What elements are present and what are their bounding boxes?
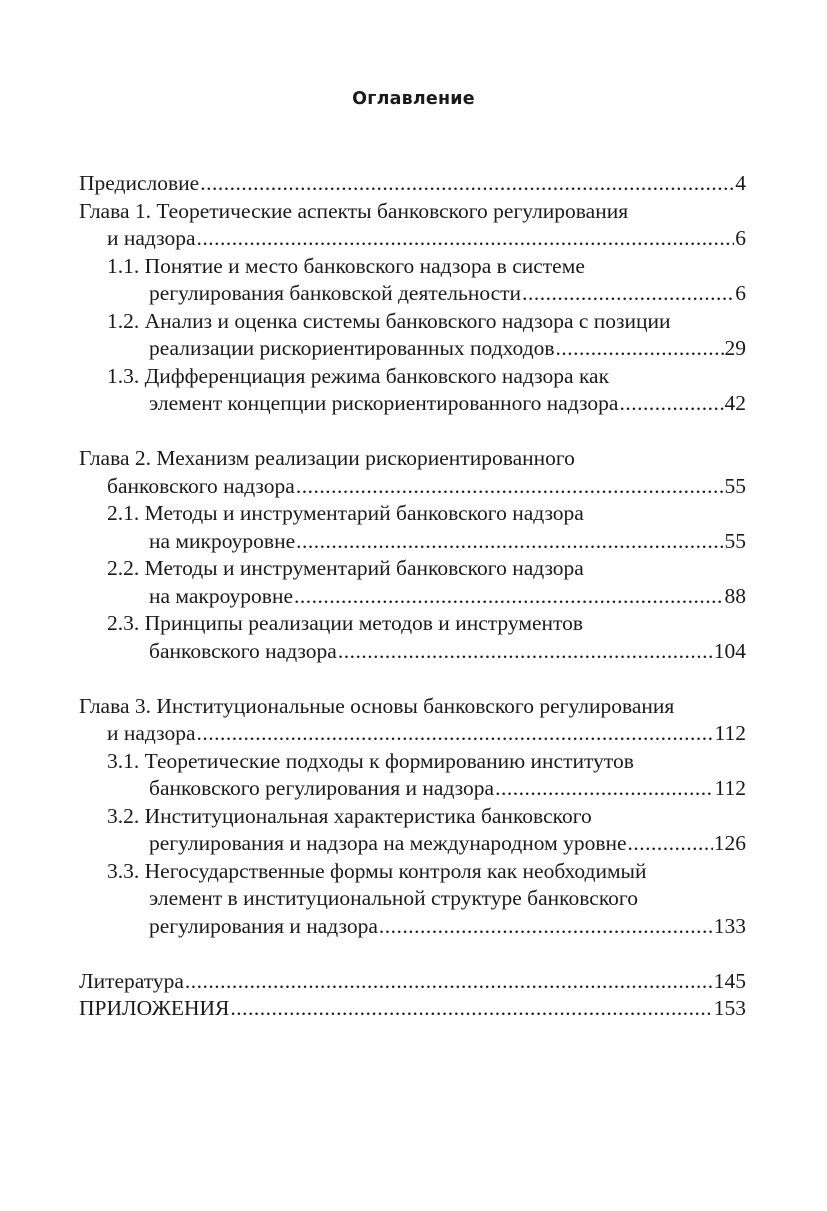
- page-number: 112: [714, 721, 746, 745]
- dot-leader: [185, 968, 713, 996]
- entry-title-continued: регулирования банковской деятельности: [149, 281, 522, 305]
- dot-leader: [230, 995, 712, 1023]
- page-number: 6: [735, 226, 746, 250]
- entry-title: 3.1. Теоретические подходы к формированию институтов: [107, 748, 634, 773]
- entry-title: Глава 2. Механизм реализации рискориентированного: [79, 446, 575, 470]
- toc-entry-section-2-3: [79, 610, 746, 665]
- page-number: 153: [713, 996, 746, 1020]
- entry-title: 2.1. Методы и инструментарий банковского надзора: [107, 501, 584, 525]
- toc-entry-section-1-1: [79, 253, 746, 308]
- toc-entry-chapter-2: [79, 445, 746, 500]
- dot-leader: [619, 390, 723, 418]
- toc-entry-section-3-1: [79, 748, 746, 803]
- toc-entry-section-1-3: [79, 363, 746, 418]
- page-number: 55: [724, 528, 746, 553]
- entry-title: ПРИЛОЖЕНИЯ: [79, 996, 230, 1020]
- entry-title-continued: банковского надзора: [107, 473, 295, 498]
- dot-leader: [338, 638, 713, 666]
- entry-title-continued: регулирования и надзора на международном уровне: [149, 831, 627, 855]
- entry-title-continued: регулирования и надзора: [149, 913, 378, 938]
- table-of-contents: [79, 170, 746, 1023]
- page-number: 112: [714, 776, 746, 800]
- page-number: 55: [724, 473, 746, 498]
- page-number: 6: [735, 281, 746, 305]
- toc-entry-section-3-3: [79, 858, 746, 941]
- entry-title-continued: банковского надзора: [149, 638, 337, 663]
- entry-title: 1.1. Понятие и место банковского надзора в системе: [107, 253, 585, 278]
- dot-leader: [379, 913, 713, 941]
- entry-title-continued: на микроуровне: [149, 528, 296, 553]
- dot-leader: [197, 720, 714, 748]
- entry-title-continued: реализации рискориентированных подходов: [149, 336, 555, 360]
- toc-entry-section-2-2: [79, 555, 746, 610]
- toc-entry-preface: [79, 170, 746, 198]
- page-number: 126: [713, 831, 746, 855]
- dot-leader: [200, 170, 734, 198]
- toc-entry-chapter-3: [79, 693, 746, 748]
- page-number: 4: [735, 171, 746, 195]
- dot-leader: [296, 473, 724, 501]
- page-number: 104: [713, 638, 746, 663]
- toc-entry-chapter-1: [79, 198, 746, 253]
- dot-leader: [294, 583, 723, 611]
- page-number: 88: [724, 583, 746, 608]
- page-title: Оглавление: [352, 89, 475, 109]
- toc-entry-appendices: [79, 995, 746, 1023]
- spacer: [79, 418, 746, 446]
- entry-title: Глава 3. Институциональные основы банковского регулирования: [79, 693, 675, 718]
- entry-title: Литература: [79, 968, 184, 993]
- entry-title-continued: и надзора: [107, 226, 196, 250]
- entry-title-continued: элемент концепции рискориентированного надзора: [149, 391, 619, 415]
- entry-title-continued: элемент в институциональной структуре банковского: [149, 886, 638, 910]
- page-number: 29: [724, 336, 746, 360]
- page-number: 133: [713, 913, 746, 938]
- entry-title: 1.2. Анализ и оценка системы банковского надзора с позиции: [107, 308, 671, 333]
- entry-title-continued: на макроуровне: [149, 583, 294, 608]
- page-number: 145: [713, 968, 746, 993]
- toc-entry-section-3-2: [79, 803, 746, 858]
- entry-title: Глава 1. Теоретические аспекты банковского регулирования: [79, 198, 629, 223]
- dot-leader: [495, 775, 713, 803]
- page-number: 42: [724, 391, 746, 415]
- dot-leader: [556, 335, 724, 363]
- entry-title-continued: и надзора: [107, 721, 196, 745]
- dot-leader: [296, 528, 723, 556]
- toc-entry-section-1-2: [79, 308, 746, 363]
- spacer: [79, 940, 746, 968]
- entry-title: 3.3. Негосударственные формы контроля как необходимый: [107, 858, 647, 883]
- entry-title: 2.2. Методы и инструментарий банковского надзора: [107, 556, 584, 580]
- entry-title: 3.2. Институциональная характеристика банковского: [107, 803, 592, 828]
- dot-leader: [197, 225, 735, 253]
- entry-title: Предисловие: [79, 171, 200, 195]
- toc-entry-section-2-1: [79, 500, 746, 555]
- entry-title: 1.3. Дифференциация режима банковского надзора как: [107, 363, 610, 388]
- entry-title: 2.3. Принципы реализации методов и инструментов: [107, 611, 584, 635]
- spacer: [79, 665, 746, 693]
- dot-leader: [628, 830, 713, 858]
- dot-leader: [522, 280, 734, 308]
- toc-entry-literature: [79, 968, 746, 996]
- entry-title-continued: банковского регулирования и надзора: [149, 776, 495, 800]
